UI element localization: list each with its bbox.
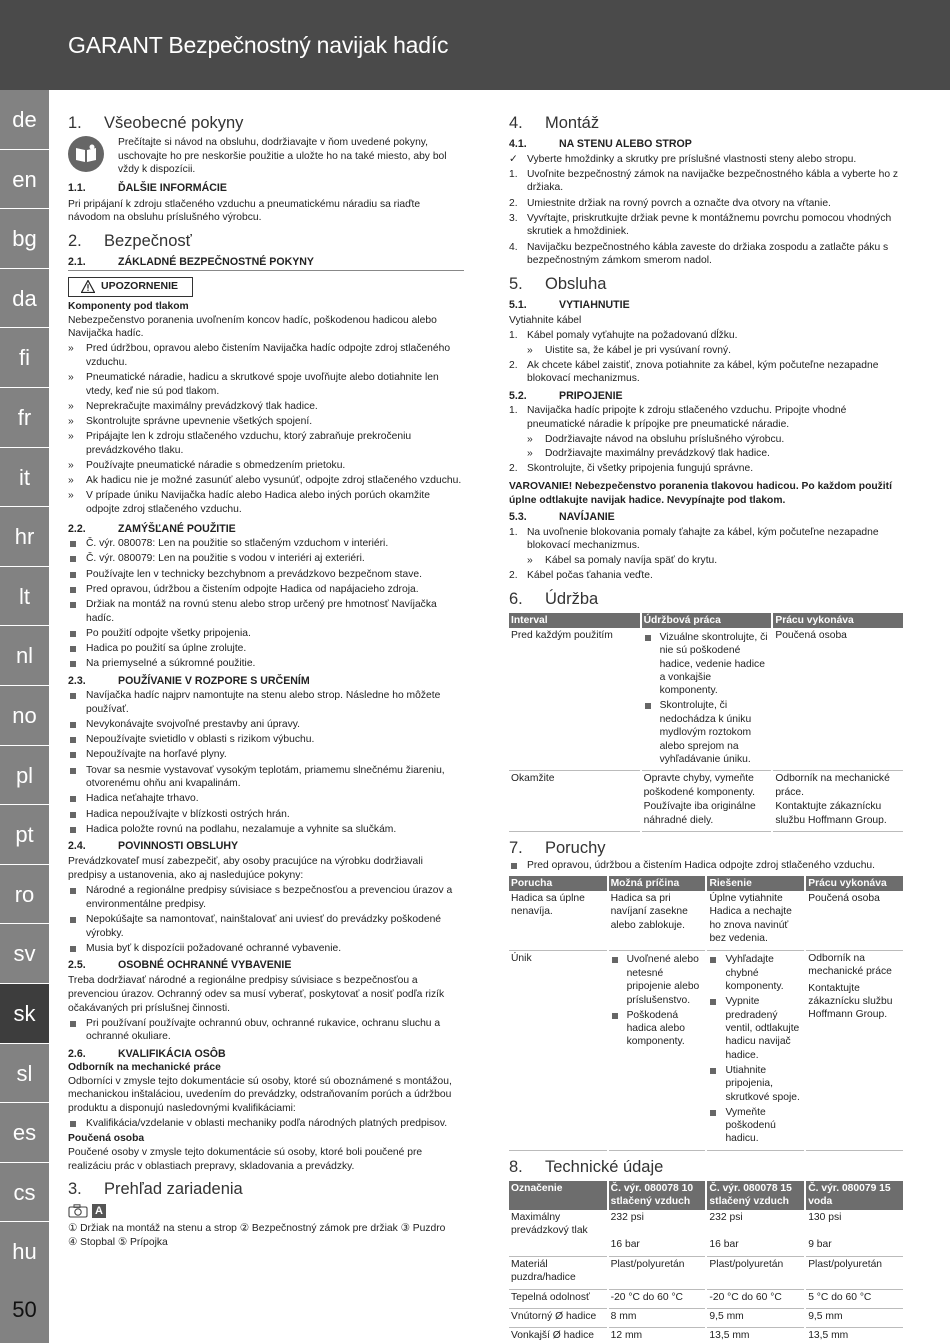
list-item: Držiak na montáž na rovnú stenu alebo strop určený pre hmotnosť Navíjačka hadíc. (68, 598, 464, 625)
list-item: Hadica nepoužívajte v blízkosti ostrých hrán. (68, 808, 464, 822)
language-tab-it[interactable]: it (0, 448, 49, 508)
section-heading-technical-data: 8. Technické údaje (509, 1157, 664, 1176)
language-tab-hu[interactable]: hu (0, 1222, 49, 1282)
subsection-heading: 2.5. OSOBNÉ OCHRANNÉ VYBAVENIE (68, 959, 292, 972)
parts-legend: ④ Stopbal ⑤ Prípojka (68, 1236, 168, 1248)
list-item: Národné a regionálne predpisy súvisiace s bezpečnosťou a prevenciou úrazov a environmentálne predpisy. (68, 884, 464, 911)
intended-use-list (68, 537, 464, 671)
read-manual-icon (68, 136, 104, 172)
subsection-heading: 2.1. ZÁKLADNÉ BEZPEČNOSTNÉ POKYNY (68, 255, 464, 271)
page-title: GARANT Bezpečnostný navijak hadíc (68, 32, 449, 58)
technical-data-table: Označenie Č. výr. 080078 10 stlačený vzduch Č. výr. 080078 15 stlačený vzduch Č. výr. 080079 15 voda Maximálny prevádzkový tlak 232 psi 232 psi 130 psi 16 bar 16 bar 9 bar Materiál puzdra/hadice Plast/polyuretán Plast/polyuretán Plast/polyuretán Tepelná odolnosť -20 °C do 60 °C -20 °C do 60 °C 5 °C do 60 °C Vnútorný Ø hadice 8 mm 9,5 mm 9,5 mm Vonkajší Ø hadice 12 mm 13,5 mm 13,5 mm (509, 1181, 905, 1343)
language-tab-hr[interactable]: hr (0, 507, 49, 567)
table-row: Vnútorný Ø hadice 8 mm 9,5 mm 9,5 mm (509, 1309, 904, 1328)
faults-table: Porucha Možná príčina Riešenie Prácu vykonáva Hadica sa úplne nenavíja. Hadica sa pri navíjaní zasekne alebo zablokuje. Úplne vytiahnite Hadica a nechajte ho znova navinúť bez vedenia. Poučená osoba Únik Uvoľnené alebo netesné pripojenie alebo príslušenstvo. Poškodená hadica alebo komponenty. Vyhľadajte chybné komponenty. Vypnite predradený ventil, odtlakujte hadicu navijač hadice. Utiahnite pripojenia, skrutkové spoje. Vymeňte poškodenú hadicu. Odborník na mechanické práce Kontaktujte zákaznícku službu Hoffmann Group. (509, 876, 905, 1151)
table-row: Hadica sa úplne nenavíja. Hadica sa pri navíjaní zasekne alebo zablokuje. Úplne vytiahnite Hadica a nechajte ho znova navinúť bez vedenia. Poučená osoba (509, 891, 904, 950)
language-tab-nl[interactable]: nl (0, 626, 49, 686)
right-column: 4. Montáž 4.1. NA STENU ALEBO STROP ✓ Vyberte hmoždinky a skrutky pre príslušné vlastnosti steny alebo stropu. 1. Uvoľnite bezpečnostný zámok na navijačke bezpečnostného kábla a vyberte ho z držiaka. 2. Umiestnite držiak na rovný povrch a označte dva otvory na vŕtanie. 3. Vyvŕtajte, priskrutkujte držiak pevne k montážnemu povrchu pomocou vhodných skrutiek a hmoždiniek. 4. Navijačku bezpečnostného kábla zaveste do držiaka zospodu a zatlačte páku s bezpečnostným zámkom smerom nadol. 5. Obsluha 5.1. VYTIAHNUTIE Vytiahnite kábel 1. Kábel pomaly vyťahujte na požadovanú dĺžku. » Uistite sa, že kábel je pri vysúvaní rovný. 2. Ak chcete kábel zaistiť, znova potiahnite za kábel, kým počuteľne nezapadne blokovací mechanizmus. 5.2. PRIPOJENIE 1. Navijačka hadíc pripojte k zdroju stlačeného vzduchu. Pripojte vhodné pneumatické náradie k prípojke pre pneumatické náradie. » Dodržiavajte návod na obsluhu príslušného výrobcu. » Dodržiavajte maximálny prevádzkový tlak hadice. 2. Skontrolujte, či všetky pripojenia fungujú správne. VAROVANIE! Nebezpečenstvo poranenia tlakovou hadicou. Po každom použití úplne odtlakujte navijak hadice. Nevypínajte pod tlakom. 5.3. NAVÍJANIE 1. Na uvoľnenie blokovania pomaly ťahajte za kábel, kým počuteľne nezapadne blokovací mechanizmus. » Kábel sa pomaly navíja späť do krytu. 2. Kábel počas ťahania veďte. 6. Údržba Interval Údržbová práca Prácu vykonáva Pred každým použitím Vizuálne skontrolujte, či nie sú poškodené hadice, vedenie hadice a vonkajšie komponenty. Skontrolujte, či nedochádza k úniku mydlovým roztokom alebo sprejom na vyhľadávanie úniku. Poučená osoba Okamžite Opravte chyby, vymeňte poškodené komponenty. Odborník na mechanické práce. Používajte iba originálne náhradné diely. Kontaktujte zákaznícku službu Hoffmann Group. 7. Poruchy Pred opravou, údržbou a čistením Hadica odpojte zdroj stlačeného vzduchu. Porucha Možná príčina Riešenie Prácu vykonáva Hadica sa úplne nenavíja. Hadica sa pri navíjaní zasekne alebo zablokuje. Úplne vytiahnite Hadica a nechajte ho znova navinúť bez vedenia. Poučená osoba Únik Uvoľnené alebo netesné pripojenie alebo príslušenstvo. Poškodená hadica alebo komponenty. Vyhľadajte chybné komponenty. Vypnite predradený ventil, odtlakujte hadicu navijač hadice. Utiahnite pripojenia, skrutkové spoje. Vymeňte poškodenú hadicu. Odborník na mechanické práce Kontaktujte zákaznícku službu Hoffmann Group. 8. Technické údaje Označenie Č. výr. 080078 10 stlačený vzduch Č. výr. 080078 15 stlačený vzduch Č. výr. 080079 15 voda Maximálny prevádzkový tlak 232 psi 232 psi 130 psi 16 bar 16 bar 9 bar Materiál puzdra/hadice Plast/polyuretán Plast/polyuretán Plast/polyuretán Tepelná odolnosť -20 °C do 60 °C -20 °C do 60 °C 5 °C do 60 °C Vnútorný Ø hadice 8 mm 9,5 mm 9,5 mm Vonkajší Ø hadice 12 mm 13,5 mm 13,5 mm (509, 112, 905, 1343)
language-tab-pl[interactable]: pl (0, 746, 49, 806)
section-heading-safety: 2. Bezpečnosť (68, 231, 192, 250)
subsection-heading: 5.3. NAVÍJANIE (509, 511, 615, 524)
subsection-heading: 2.6. KVALIFIKÁCIA OSÔB (68, 1047, 226, 1060)
section-heading-mounting: 4. Montáž (509, 114, 600, 132)
list-item: » Používajte pneumatické náradie s obmedzením prietoku. (68, 459, 464, 473)
language-tab-fi[interactable]: fi (0, 328, 49, 388)
list-item: » Pred údržbou, opravou alebo čistením Navijačka hadíc odpojte zdroj stlačeného vzduchu. (68, 342, 464, 369)
list-item: » V prípade úniku Navijačka hadíc alebo Hadica alebo iných porúch okamžite odpojte zdroj stlačeného vzduchu. (68, 489, 464, 516)
subsection-heading: 1.1. ĎALŠIE INFORMÁCIE (68, 181, 227, 194)
list-item: Č. výr. 080078: Len na použitie so stlačeným vzduchom v interiéri. (68, 537, 464, 551)
mounting-steps (509, 168, 905, 268)
section-heading-faults: 7. Poruchy (509, 839, 606, 858)
language-tab-es[interactable]: es (0, 1103, 49, 1163)
language-tab-ro[interactable]: ro (0, 865, 49, 925)
language-tab-pt[interactable]: pt (0, 805, 49, 865)
pull-out-steps: 1. Kábel pomaly vyťahujte na požadovanú dĺžku. » Uistite sa, že kábel je pri vysúvaní rovný. 2. Ak chcete kábel zaistiť, znova potiahnite za kábel, kým počuteľne nezapadne blokovací mechanizmus. (509, 329, 905, 386)
language-tab-cs[interactable]: cs (0, 1163, 49, 1223)
step-item: 1. Uvoľnite bezpečnostný zámok na navijačke bezpečnostného kábla a vyberte ho z držiaka. (509, 168, 899, 194)
list-item: Hadica neťahajte trhavo. (68, 792, 464, 806)
paragraph: Pri pripájaní k zdroju stlačeného vzduchu a pneumatickému náradiu sa riaďte návodom na obsluhu príslušného výrobcu. (68, 198, 421, 224)
table-row: Používajte iba originálne náhradné diely. Kontaktujte zákaznícku službu Hoffmann Group. (509, 799, 904, 831)
prerequisite-list: ✓ Vyberte hmoždinky a skrutky pre príslušné vlastnosti steny alebo stropu. (509, 153, 905, 167)
language-tab-sl[interactable]: sl (0, 1044, 49, 1104)
section-heading-maintenance: 6. Údržba (509, 589, 599, 608)
table-row: Únik Uvoľnené alebo netesné pripojenie alebo príslušenstvo. Poškodená hadica alebo komponenty. Vyhľadajte chybné komponenty. Vypnite predradený ventil, odtlakujte hadicu navijač hadice. Utiahnite pripojenia, skrutkové spoje. Vymeňte poškodenú hadicu. Odborník na mechanické práce Kontaktujte zákaznícku službu Hoffmann Group. (509, 950, 904, 1150)
section-heading-general: 1. Všeobecné pokyny (68, 114, 244, 132)
figure-tag: A (92, 1204, 106, 1218)
subsection-heading: 5.2. PRIPOJENIE (509, 389, 623, 402)
connect-steps: 1. Navijačka hadíc pripojte k zdroju stlačeného vzduchu. Pripojte vhodné pneumatické náradie k prípojke pre pneumatické náradie. » Dodržiavajte návod na obsluhu príslušného výrobcu. » Dodržiavajte maximálny prevádzkový tlak hadice. 2. Skontrolujte, či všetky pripojenia fungujú správne. (509, 404, 905, 476)
ppe-list (68, 1017, 464, 1044)
list-item: Pri používaní používajte ochrannú obuv, ochranné rukavice, ochranu sluchu a ochranné okuliare. (68, 1017, 464, 1044)
list-item: Hadica po použití sa úplne zrolujte. (68, 642, 464, 656)
page-header (0, 0, 950, 90)
figure-reference (68, 1204, 464, 1218)
list-item: » Neprekračujte maximálny prevádzkový tlak hadice. (68, 400, 464, 414)
parts-legend: ① Držiak na montáž na stenu a strop ② Bezpečnostný zámok pre držiak ③ Puzdro (68, 1223, 446, 1235)
language-tab-en[interactable]: en (0, 150, 49, 210)
list-item: » Skontrolujte správne upevnenie všetkých spojení. (68, 415, 464, 429)
subsection-heading: 2.3. POUŽÍVANIE V ROZPORE S URČENÍM (68, 674, 310, 687)
list-item: » Pripájajte len k zdroju stlačeného vzduchu, ktorý zabraňuje prekročeniu prevádzkového tlaku. (68, 430, 464, 457)
language-tab-lt[interactable]: lt (0, 567, 49, 627)
step-item: 2. Umiestnite držiak na rovný povrch a označte dva otvory na vŕtanie. (509, 197, 831, 209)
operator-duties-list (68, 884, 464, 955)
language-tab-fr[interactable]: fr (0, 388, 49, 448)
list-item: Nepoužívajte na horľavé plyny. (68, 748, 464, 762)
step-item: 3. Vyvŕtajte, priskrutkujte držiak pevne k montážnemu povrchu pomocou vhodných skrutiek a hmoždiniek. (509, 212, 892, 238)
table-row: Tepelná odolnosť -20 °C do 60 °C -20 °C do 60 °C 5 °C do 60 °C (509, 1289, 904, 1308)
list-item: Č. výr. 080079: Len na použitie s vodou v interiéri aj exteriéri. (68, 552, 464, 566)
subsection-heading: 2.4. POVINNOSTI OBSLUHY (68, 840, 239, 853)
table-row: Maximálny prevádzkový tlak 232 psi 232 psi 130 psi (509, 1210, 904, 1238)
list-item: Navíjačka hadíc najprv namontujte na stenu alebo strop. Následne ho môžete používať. (68, 689, 464, 716)
list-item: Na priemyselné a súkromné použitie. (68, 657, 464, 671)
section-heading-operation: 5. Obsluha (509, 274, 607, 293)
list-item: Používajte len v technicky bezchybnom a prevádzkovo bezpečnom stave. (68, 568, 464, 582)
warning-label: UPOZORNENIE (68, 277, 193, 297)
subsection-heading: 5.1. VYTIAHNUTIE (509, 298, 630, 311)
subsection-heading: 4.1. NA STENU ALEBO STROP (509, 138, 692, 150)
section-heading-overview: 3. Prehľad zariadenia (68, 1180, 243, 1199)
read-manual-notice: Prečítajte si návod na obsluhu, dodržiavajte v ňom uvedené pokyny, uschovajte ho pre neskoršie použitie a uložte ho na také miesto, aby bol vždy k dispozícii. (68, 136, 464, 177)
language-tab-da[interactable]: da (0, 269, 49, 329)
list-item: Nepokúšajte sa namontovať, nainštalovať ani uviesť do prevádzky poškodené výrobky. (68, 913, 464, 940)
table-row: Okamžite Opravte chyby, vymeňte poškodené komponenty. Odborník na mechanické práce. (509, 771, 904, 799)
camera-icon (68, 1204, 88, 1218)
table-row: Vonkajší Ø hadice 12 mm 13,5 mm 13,5 mm (509, 1328, 904, 1343)
list-item: Hadica položte rovnú na podlahu, nezalamuje a vyhnite sa slučkám. (68, 823, 464, 837)
list-item: Nevykonávajte svojvoľné prestavby ani úpravy. (68, 718, 464, 732)
warning-text: VAROVANIE! Nebezpečenstvo poranenia tlakovou hadicou. Po každom použití úplne odtlakujte navijak hadice. Nevypínajte pod tlakom. (509, 481, 892, 506)
step-item: 4. Navijačku bezpečnostného kábla zaveste do držiaka zospodu a zatlačte páku s bezpečnostným zámkom smerom nadol. (509, 241, 889, 267)
misuse-list (68, 689, 464, 836)
language-sidebar (0, 90, 49, 1282)
list-item: Pred opravou, údržbou a čistením odpojte Hadica od napájacieho zdroja. (68, 583, 464, 597)
faults-note: Pred opravou, údržbou a čistením Hadica odpojte zdroj stlačeného vzduchu. (509, 859, 905, 873)
list-item: Nepoužívajte svietidlo v oblasti s rizikom výbuchu. (68, 733, 464, 747)
language-tab-sk[interactable]: sk (0, 984, 49, 1044)
language-tab-sv[interactable]: sv (0, 924, 49, 984)
list-item: Tovar sa nesmie vystavovať vysokým teplotám, priamemu slnečnému žiareniu, otvorenému ohňu ani kvapalinám. (68, 764, 464, 791)
language-tab-bg[interactable]: bg (0, 209, 49, 269)
list-item: Kvalifikácia/vzdelanie v oblasti mechaniky podľa národných platných predpisov. (68, 1117, 464, 1131)
language-tab-de[interactable]: de (0, 90, 49, 150)
components-list (68, 342, 464, 516)
list-item: » Ak hadicu nie je možné zasunúť alebo vysunúť, odpojte zdroj stlačeného vzduchu. (68, 474, 464, 488)
page-number: 50 (0, 1280, 49, 1343)
warning-triangle-icon (81, 280, 95, 293)
subsection-heading: 2.2. ZAMÝŠĽANÉ POUŽITIE (68, 522, 236, 535)
language-tab-no[interactable]: no (0, 686, 49, 746)
maintenance-table: Interval Údržbová práca Prácu vykonáva Pred každým použitím Vizuálne skontrolujte, či nie sú poškodené hadice, vedenie hadice a vonkajšie komponenty. Skontrolujte, či nedochádza k úniku mydlovým roztokom alebo sprejom na vyhľadávanie úniku. Poučená osoba Okamžite Opravte chyby, vymeňte poškodené komponenty. Odborník na mechanické práce. Používajte iba originálne náhradné diely. Kontaktujte zákaznícku službu Hoffmann Group. (509, 613, 905, 832)
list-item: » Pneumatické náradie, hadicu a skrutkové spoje uvoľňujte alebo dotiahnite len vtedy, keď nie sú pod tlakom. (68, 371, 464, 398)
list-item: Po použití odpojte všetky pripojenia. (68, 627, 464, 641)
left-column: 1. Všeobecné pokyny Prečítajte si návod na obsluhu, dodržiavajte v ňom uvedené pokyny, uschovajte ho pre neskoršie použitie a uložte ho na také miesto, aby bol vždy k dispozícii. 1.1. ĎALŠIE INFORMÁCIE Pri pripájaní k zdroju stlačeného vzduchu a pneumatickému náradiu sa riaďte návodom na obsluhu príslušného výrobcu. 2. Bezpečnosť 2.1. ZÁKLADNÉ BEZPEČNOSTNÉ POKYNY UPOZORNENIE Komponenty pod tlakom Nebezpečenstvo poranenia uvoľnením koncov hadíc, poškodenou hadicou alebo Navijačka hadíc. » Pred údržbou, opravou alebo čistením Navijačka hadíc odpojte zdroj stlačeného vzduchu. » Pneumatické náradie, hadicu a skrutkové spoje uvoľňujte alebo dotiahnite len vtedy, keď nie sú pod tlakom. » Neprekračujte maximálny prevádzkový tlak hadice. » Skontrolujte správne upevnenie všetkých spojení. » Pripájajte len k zdroju stlačeného vzduchu, ktorý zabraňuje prekročeniu prevádzkového tlaku. » Používajte pneumatické náradie s obmedzením prietoku. » Ak hadicu nie je možné zasunúť alebo vysunúť, odpojte zdroj stlačeného vzduchu. » V prípade úniku Navijačka hadíc alebo Hadica alebo iných porúch okamžite odpojte zdroj stlačeného vzduchu. 2.2. ZAMÝŠĽANÉ POUŽITIE Č. výr. 080078: Len na použitie so stlačeným vzduchom v interiéri. Č. výr. 080079: Len na použitie s vodou v interiéri aj exteriéri. Používajte len v technicky bezchybnom a prevádzkovo bezpečnom stave. Pred opravou, údržbou a čistením odpojte Hadica od napájacieho zdroja. Držiak na montáž na rovnú stenu alebo strop určený pre hmotnosť Navíjačka hadíc. Po použití odpojte všetky pripojenia. Hadica po použití sa úplne zrolujte. Na priemyselné a súkromné použitie. 2.3. POUŽÍVANIE V ROZPORE S URČENÍM Navíjačka hadíc najprv namontujte na stenu alebo strop. Následne ho môžete používať. Nevykonávajte svojvoľné prestavby ani úpravy. Nepoužívajte svietidlo v oblasti s rizikom výbuchu. Nepoužívajte na horľavé plyny. Tovar sa nesmie vystavovať vysokým teplotám, priamemu slnečnému žiareniu, otvorenému ohňu ani kvapalinám. Hadica neťahajte trhavo. Hadica nepoužívajte v blízkosti ostrých hrán. Hadica položte rovnú na podlahu, nezalamuje a vyhnite sa slučkám. 2.4. POVINNOSTI OBSLUHY Prevádzkovateľ musí zabezpečiť, aby osoby pracujúce na výrobku dodržiavali predpisy a ustanovenia, ako aj nasledujúce pokyny: Národné a regionálne predpisy súvisiace s bezpečnosťou a prevenciou úrazov a environmentálne predpisy. Nepokúšajte sa namontovať, nainštalovať ani uviesť do prevádzky poškodené výrobky. Musia byť k dispozícii požadované ochranné vybavenie. 2.5. OSOBNÉ OCHRANNÉ VYBAVENIE Treba dodržiavať národné a regionálne predpisy súvisiace s bezpečnosťou a prevenciou úrazov. Ochranný odev sa musí vyberať, poskytovať a nosiť podľa rizík očakávaných pri príslušnej činnosti. Pri používaní používajte ochrannú obuv, ochranné rukavice, ochranu sluchu a ochranné okuliare. 2.6. KVALIFIKÁCIA OSÔB Odborník na mechanické práce Odborníci v zmysle tejto dokumentácie sú osoby, ktoré sú oboznámené s montážou, mechanickou inštaláciou, uvedením do prevádzky, odstraňovaním porúch a údržbou produktu a disponujú nasledovnými kvalifikáciami: Kvalifikácia/vzdelanie v oblasti mechaniky podľa národných platných predpisov. Poučená osoba Poučené osoby v zmysle tejto dokumentácie sú osoby, ktoré boli poučené pre realizáciu prác v oblastiach prepravy, skladovania a prevádzky. 3. Prehľad zariadenia A ① Držiak na montáž na stenu a strop ② Bezpečnostný zámok pre držiak ③ Puzdro ④ Stopbal ⑤ Prípojka (68, 112, 464, 1249)
table-row: Materiál puzdra/hadice Plast/polyuretán Plast/polyuretán Plast/polyuretán (509, 1256, 904, 1289)
table-row: 16 bar 16 bar 9 bar (509, 1237, 904, 1256)
expert-list (68, 1117, 464, 1131)
rewind-steps: 1. Na uvoľnenie blokovania pomaly ťahajte za kábel, kým počuteľne nezapadne blokovací mechanizmus. » Kábel sa pomaly navíja späť do krytu. 2. Kábel počas ťahania veďte. (509, 526, 905, 583)
list-item: Musia byť k dispozícii požadované ochranné vybavenie. (68, 942, 464, 956)
table-row: Pred každým použitím Vizuálne skontrolujte, či nie sú poškodené hadice, vedenie hadice a vonkajšie komponenty. Skontrolujte, či nedochádza k úniku mydlovým roztokom alebo sprejom na vyhľadávanie úniku. Poučená osoba (509, 628, 904, 771)
